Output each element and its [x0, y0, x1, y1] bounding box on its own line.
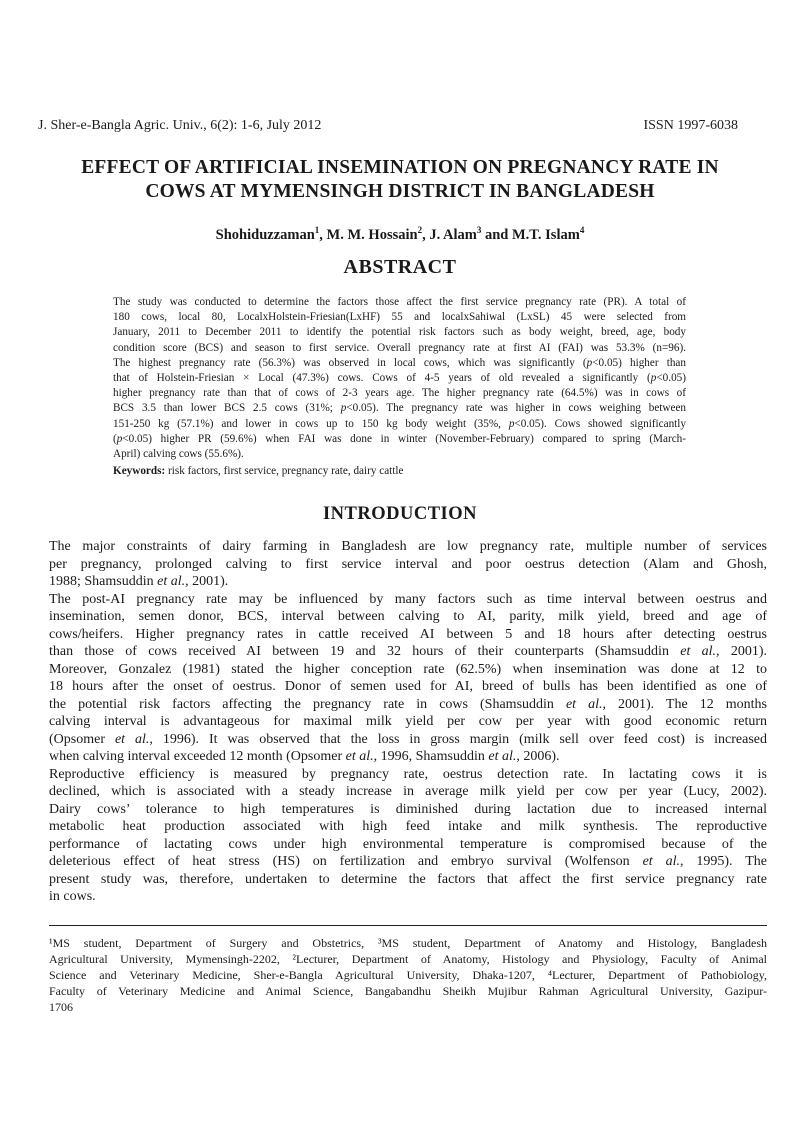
author-name: M. M. Hossain [326, 226, 418, 243]
text-line: 18 hours after the onset of oestrus. Donor of semen used for AI, breed of bulls has been identified as one of [49, 679, 767, 694]
text-line: when calving interval exceeded 12 month (Opsomer et al., 1996, Shamsuddin et al., 2006). [49, 749, 560, 764]
text-line: BCS 3.5 than lower BCS 2.5 cows (31%; p<0.05). The pregnancy rate was higher in cows weighing between [113, 402, 686, 415]
paper-title [40, 156, 760, 204]
text-line: performance of lactating cows under high environmental temperature is compromised because of the [49, 836, 767, 852]
text-line: present study was, therefore, undertaken to determine the factors that affect the first service pregnancy rate [49, 871, 767, 887]
text-line: Moreover, Gonzalez (1981) stated the higher conception rate (62.5%) when insemination was done at 12 to [49, 661, 767, 677]
text-line: than those of cows received AI between 19 and 32 hours of their counterparts (Shamsuddin et al., 2001). [49, 644, 767, 659]
author-separator: , [319, 226, 327, 243]
author-name: M.T. Islam [512, 226, 580, 243]
title-line: COWS AT MYMENSINGH DISTRICT IN BANGLADESH [145, 181, 655, 202]
text-line: The post-AI pregnancy rate may be influenced by many factors such as time interval between oestrus and [49, 591, 767, 607]
text-line: deleterious effect of heat stress (HS) on fertilization and embryo survival (Wolfenson et al., 1995). The [49, 854, 767, 869]
issn: ISSN 1997-6038 [643, 118, 738, 133]
text-line: calving interval is advantageous for maximal milk yield per cow per year with good economic return [49, 714, 767, 729]
author-separator: , [422, 226, 430, 243]
introduction-heading: INTRODUCTION [322, 504, 478, 524]
author-affiliation-mark: 1 [314, 225, 320, 235]
author-list [0, 225, 800, 244]
author-name: J. Alam [429, 226, 477, 243]
text-line: January, 2011 to December 2011 to identify the potential risk factors such as body weight, breed, age, body [113, 326, 686, 339]
title-line: EFFECT OF ARTIFICIAL INSEMINATION ON PREGNANCY RATE IN [81, 157, 719, 178]
text-line: (Opsomer et al., 1996). It was observed that the loss in gross margin (milk sell over feed cost) is increased [49, 731, 767, 747]
text-line: The major constraints of dairy farming in Bangladesh are low pregnancy rate, multiple number of services [49, 539, 767, 554]
author-name: Shohiduzzaman [215, 226, 315, 243]
keywords-label: Keywords: [113, 465, 166, 477]
keywords [113, 465, 686, 477]
journal-citation: J. Sher-e-Bangla Agric. Univ., 6(2): 1-6, July 2012 [38, 118, 322, 133]
author-affiliation-mark: 4 [579, 225, 585, 235]
text-line: 1706 [49, 1000, 73, 1014]
abstract-heading: ABSTRACT [343, 256, 457, 278]
text-line: cows/heifers. Higher pregnancy rates in cattle received AI between 5 and 18 hours after detecting oestrus [49, 626, 767, 642]
text-line: (p<0.05) higher PR (59.6%) when FAI was done in winter (November-February) compared to spring (March- [113, 432, 686, 445]
author-separator: and [481, 226, 512, 243]
text-line: Science and Veterinary Medicine, Sher-e-Bangla Agricultural University, Dhaka-1207, ⁴Lecturer, Department of Pathobiology, [49, 968, 767, 982]
text-line: April) calving cows (55.6%). [113, 448, 244, 461]
footnote-divider [49, 925, 767, 926]
author-affiliation-mark: 3 [476, 225, 482, 235]
text-line: Reproductive efficiency is measured by pregnancy rate, oestrus detection rate. In lactating cows it is [49, 766, 767, 782]
text-line: higher pregnancy rate than that of cows of 2-3 years age. The higher pregnancy rate (64.5%) was in cows of [113, 387, 686, 400]
text-line: ¹MS student, Department of Surgery and Obstetrics, ³MS student, Department of Anatomy and Histology, Bangladesh [49, 936, 767, 950]
text-line: Dairy cows’ tolerance to high temperatures is diminished during lactation due to increased internal [49, 801, 767, 817]
keywords-text: risk factors, first service, pregnancy rate, dairy cattle [168, 465, 404, 477]
text-line: condition score (BCS) and season to first service. Overall pregnancy rate at first AI (FAI) was 53.3% (n=96). [113, 341, 686, 354]
text-line: 151-250 kg (57.1%) and lower in cows up to 150 kg body weight (35%, p<0.05). Cows showed significantly [113, 417, 686, 430]
abstract-body [113, 295, 686, 462]
text-line: insemination, semen donor, BCS, interval between calving to AI, parity, milk yield, breed and age of [49, 609, 767, 624]
text-line: metabolic heat production associated with high feed intake and milk synthesis. The reproductive [49, 819, 767, 834]
text-line: The highest pregnancy rate (56.3%) was observed in local cows, which was significantly (p<0.05) higher than [113, 356, 686, 369]
text-line: 1988; Shamsuddin et al., 2001). [49, 574, 229, 589]
text-line: Agricultural University, Mymensingh-2202, ²Lecturer, Department of Anatomy, Histology and Physiology, Faculty of Animal [49, 952, 767, 966]
text-line: per pregnancy, prolonged calving to first service interval and poor oestrus detection (Alam and Ghosh, [49, 556, 767, 572]
text-line: the potential risk factors affecting the pregnancy rate in cows (Shamsuddin et al., 2001). The 12 months [49, 696, 767, 712]
text-line: that of Holstein-Friesian × Local (47.3%) cows. Cows of 4-5 years of old revealed a significantly (p<0.05) [113, 372, 686, 385]
text-line: 180 cows, local 80, LocalxHolstein-Friesian(LxHF) 55 and localxSahiwal (LxSL) 45 were selected from [113, 311, 686, 324]
affiliation-footnote [49, 935, 767, 1015]
text-line: in cows. [49, 889, 96, 904]
text-line: The study was conducted to determine the factors those affect the first service pregnancy rate (PR). A total of [113, 296, 686, 308]
introduction-body [49, 538, 767, 906]
text-line: Faculty of Veterinary Medicine and Animal Science, Bangabandhu Sheikh Mujibur Rahman Agricultural University, Gazipur- [49, 984, 767, 998]
text-line: declined, which is associated with a steady increase in average milk yield per cow per year (Lucy, 2002). [49, 784, 767, 799]
author-affiliation-mark: 2 [417, 225, 423, 235]
